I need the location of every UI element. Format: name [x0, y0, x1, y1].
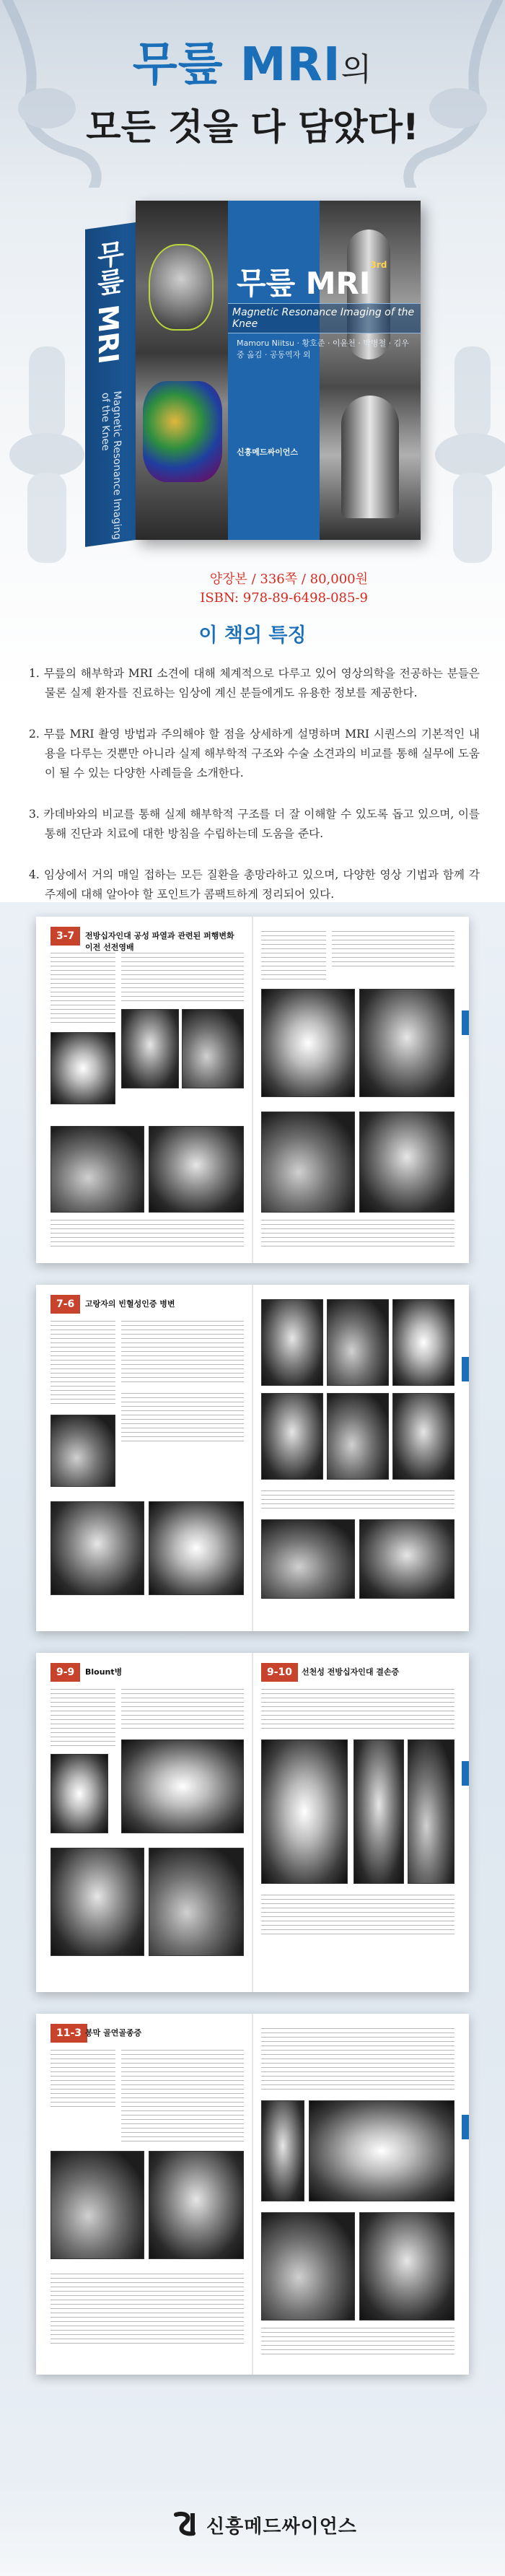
book-cover-image	[85, 172, 431, 547]
cover-title-text: 무릎 MRI	[237, 266, 371, 301]
sample-spread-3	[36, 1653, 469, 1992]
mri-scan-image	[261, 1393, 323, 1480]
chapter-title: 전방십자인대 공성 파열과 관련된 퍼행변화 이전 선전영배	[85, 931, 234, 952]
hero-subheadline: 모든 것을 다 담았다!	[86, 106, 419, 148]
feature-item-2: 2. 무릎 MRI 촬영 방법과 주의해야 할 점을 상세하게 설명하며 MRI 시퀀스의 기본적인 내용을 다루는 것뿐만 아니라 실제 해부학적 구조와 수술 소견과의 비교를 통해 실무에 도움이 될 수 있는 다양한 사례들을 소개한다.	[29, 728, 480, 780]
mri-scan-image	[261, 1519, 355, 1599]
price-info	[200, 570, 368, 608]
cover-publisher: 신흥메드싸이언스	[237, 447, 299, 457]
chapter-badge: 11-3	[50, 2024, 87, 2043]
spine-subtitle: Magnetic Resonance Imaging of the Knee	[100, 390, 123, 541]
mri-scan-image	[359, 989, 454, 1097]
mri-scan-image	[408, 1739, 454, 1884]
chapter-badge: 9-9	[50, 1663, 80, 1682]
feature-item-3: 3. 카데바와의 비교를 통해 실제 해부학적 구조를 더 잘 이해할 수 있도록 돕고 있으며, 이를 통해 진단과 치료에 대한 방침을 수립하는데 도움을 준다.	[29, 808, 480, 840]
mri-scan-image	[261, 989, 355, 1097]
publisher-logo-icon	[170, 2510, 199, 2539]
mri-scan-image	[149, 1501, 244, 1595]
sample-spread-4	[36, 2014, 469, 2375]
mri-scan-image	[327, 1393, 389, 1480]
chapter-badge: 9-10	[261, 1663, 298, 1682]
hero-section	[0, 0, 505, 693]
mri-scan-image	[50, 2151, 144, 2259]
cover-subtitle: Magnetic Resonance Imaging of the Knee	[228, 303, 421, 333]
features-heading: 이 책의 특징	[198, 624, 307, 647]
hero-headline-suffix: 의	[341, 51, 373, 88]
chapter-title: 봉막 골연골종증	[85, 2028, 142, 2038]
cover-mri-scan-right	[320, 201, 421, 540]
mri-scan-image	[149, 1126, 244, 1213]
mri-scan-image	[121, 1009, 179, 1088]
mri-scan-image	[121, 1739, 244, 1833]
publisher-logo	[170, 2510, 357, 2539]
chapter-title: 선천성 전방십자인대 결손증	[302, 1667, 400, 1677]
feature-item-1: 1. 무릎의 해부학과 MRI 소견에 대해 체계적으로 다루고 있어 영상의학을 전공하는 분들은 물론 실제 환자를 진료하는 임상에 계신 분들에게도 유용한 정보를 제공한다.	[29, 667, 480, 699]
mri-scan-image	[50, 1126, 144, 1213]
mri-scan-image	[50, 1754, 108, 1833]
mri-scan-image	[50, 1032, 115, 1104]
mri-scan-image	[354, 1739, 404, 1884]
sample-spread-2	[36, 1285, 469, 1631]
features-list	[29, 664, 480, 926]
mri-scan-image	[327, 1299, 389, 1386]
mri-scan-image	[261, 1112, 355, 1213]
book-spine	[85, 222, 136, 547]
mri-scan-image	[50, 1848, 144, 1956]
cover-edition: 3rd	[370, 260, 387, 270]
mri-scan-image	[359, 2212, 454, 2320]
spine-title: 무릎 MRI	[92, 238, 124, 366]
mri-scan-image	[261, 2100, 304, 2201]
mri-scan-image	[359, 1519, 454, 1599]
cover-mri-scan-left	[136, 201, 228, 540]
mri-scan-image	[309, 2100, 454, 2201]
footer	[0, 2476, 505, 2576]
mri-scan-image	[359, 1112, 454, 1213]
mri-scan-image	[182, 1009, 244, 1088]
feature-item-4: 4. 임상에서 거의 매일 접하는 모든 질환을 총망라하고 있으며, 다양한 영상 기법과 함께 각 주제에 대해 알아야 할 포인트가 콤팩트하게 정리되어 있다.	[29, 868, 480, 901]
hero-headline	[0, 27, 505, 94]
mri-scan-image	[149, 2151, 244, 2259]
mri-scan-image	[261, 1299, 323, 1386]
chapter-title: 고랑자의 빈혈성인증 병변	[85, 1299, 175, 1309]
mri-scan-image	[261, 2212, 355, 2320]
hero-headline-main: 무릎 MRI	[132, 38, 341, 92]
sample-spread-1	[36, 917, 469, 1263]
mri-scan-image	[392, 1299, 454, 1386]
mri-scan-image	[50, 1415, 115, 1487]
chapter-title: Blount병	[85, 1667, 123, 1677]
publisher-name: 신흥메드싸이언스	[206, 2515, 357, 2538]
isbn: ISBN: 978-89-6498-085-9	[200, 590, 368, 606]
cover-title	[237, 260, 387, 303]
mri-scan-image	[392, 1393, 454, 1480]
mri-scan-image	[149, 1848, 244, 1956]
mri-scan-image	[50, 1501, 144, 1595]
chapter-badge: 3-7	[50, 927, 80, 946]
cover-authors: Mamoru Niitsu · 황호준 · 이윤천 · 박병철 · 김우중 옮김 · 공동역자 외	[237, 339, 409, 359]
price-format: 양장본 / 336쪽 / 80,000원	[209, 572, 368, 587]
chapter-badge: 7-6	[50, 1295, 80, 1314]
book-front-cover	[136, 201, 421, 540]
mri-scan-image	[261, 1739, 348, 1884]
sample-pages-section	[0, 902, 505, 2476]
